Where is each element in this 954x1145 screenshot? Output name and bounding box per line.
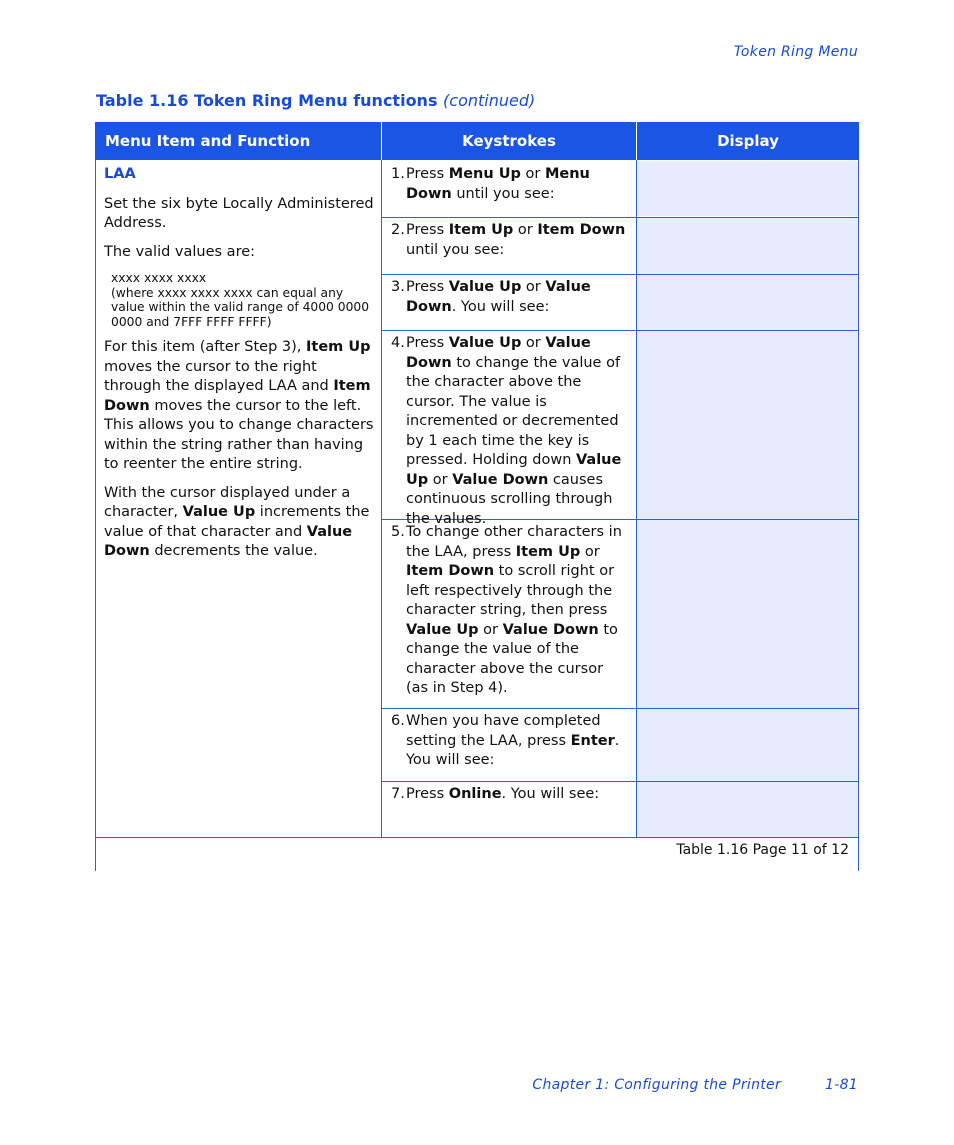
display-cell-6 xyxy=(637,709,859,781)
display-cell-4 xyxy=(637,331,859,519)
value-change-paragraph: With the cursor displayed under a character, Value Up increments the value of that character and Value Down decrements the value. xyxy=(104,484,370,559)
display-cell-5 xyxy=(637,520,859,708)
value-format: xxxx xxxx xxxx xyxy=(111,271,207,285)
keystroke-step-1: 1. Press Menu Up or Menu Down until you see: xyxy=(391,166,590,202)
keystroke-step-2: 2. Press Item Up or Item Down until you see: xyxy=(391,222,626,258)
display-cell-7 xyxy=(637,782,859,837)
item-navigation-paragraph: For this item (after Step 3), Item Up moves the cursor to the right through the displayed LAA and Item Down moves the cursor to the left. This allows you to change characters within the string rather than having to reenter the entire string. xyxy=(104,339,374,472)
row-divider xyxy=(381,274,859,275)
caption-label: Table 1.16 Token Ring Menu functions xyxy=(96,91,438,110)
footer-chapter: Chapter 1: Configuring the Printer xyxy=(532,1077,782,1093)
token-ring-table xyxy=(95,122,859,871)
valid-values-label: The valid values are: xyxy=(104,243,256,260)
display-cell-3 xyxy=(637,275,859,330)
table-bottom-rule xyxy=(95,837,859,838)
keystroke-step-4: 4. Press Value Up or Value Down to change the value of the character above the cursor. The value is incremented or decremented by 1 each time the key is pressed. Holding down Value Up or Value Down causes continuous scrolling through the values. xyxy=(391,335,622,527)
caption-continued: (continued) xyxy=(443,91,536,110)
keystroke-step-7: 7. Press Online. You will see: xyxy=(391,786,600,802)
row-divider xyxy=(381,217,859,218)
column-divider-1 xyxy=(381,160,382,837)
row-divider xyxy=(381,781,859,782)
keystroke-step-6: 6. When you have completed setting the LAA, press Enter. You will see: xyxy=(391,713,620,768)
table-border-right xyxy=(858,160,859,871)
keystroke-step-3: 3. Press Value Up or Value Down. You will see: xyxy=(391,279,591,315)
menu-item-description xyxy=(104,165,374,571)
keystroke-step-5: 5. To change other characters in the LAA, press Item Up or Item Down to scroll right or left respectively through the character string, then press Value Up or Value Down to change the value of the character above the cursor (as in Step 4). xyxy=(391,524,622,696)
value-format-block xyxy=(104,271,374,329)
table-border-left xyxy=(95,160,96,871)
page-footer xyxy=(532,1077,858,1093)
value-range-note: (where xxxx xxxx xxxx can equal any value within the valid range of 4000 0000 0000 and 7FFF FFFF FFFF) xyxy=(111,285,370,329)
column-header-menu-item: Menu Item and Function xyxy=(95,122,381,160)
display-cell-2 xyxy=(637,218,859,274)
footer-page-number: 1-81 xyxy=(825,1077,858,1093)
display-cell-1 xyxy=(637,161,859,216)
table-caption xyxy=(96,91,535,110)
table-page-reference: Table 1.16 Page 11 of 12 xyxy=(676,842,849,858)
column-header-keystrokes: Keystrokes xyxy=(382,122,636,160)
menu-item-name: LAA xyxy=(104,166,136,182)
running-header: Token Ring Menu xyxy=(733,44,858,60)
column-divider-2 xyxy=(636,160,637,837)
row-divider xyxy=(381,708,859,709)
item-description: Set the six byte Locally Administered Address. xyxy=(104,195,374,231)
row-divider xyxy=(381,330,859,331)
column-header-display: Display xyxy=(637,122,859,160)
